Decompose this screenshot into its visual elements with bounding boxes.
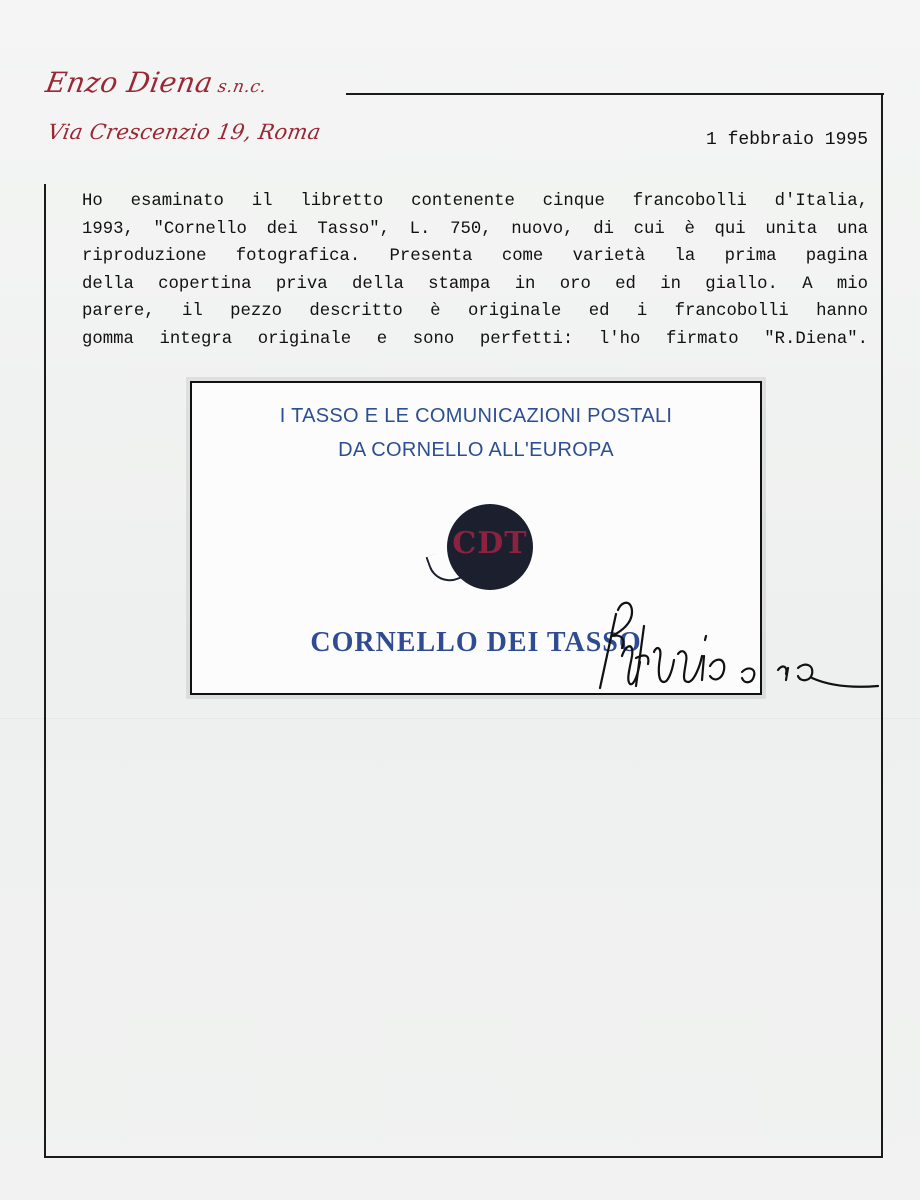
certificate-text	[82, 188, 868, 353]
handwritten-signature-icon	[592, 596, 884, 708]
booklet-line-1: I TASSO E LE COMUNICAZIONI POSTALI	[279, 405, 673, 427]
booklet-title: CORNELLO DEI TASSO	[310, 627, 642, 658]
booklet-line-2: DA CORNELLO ALL'EUROPA	[338, 439, 614, 461]
company-suffix: s.n.c.	[216, 77, 269, 97]
frame-top-line	[346, 93, 884, 95]
letterhead-address: Via Crescenzio 19, Roma	[45, 120, 323, 144]
text-line: parere, il pezzo descritto è originale ed i francobolli hanno	[82, 302, 868, 321]
company-name: Enzo Diena	[43, 66, 216, 99]
paper-fold	[0, 718, 920, 719]
cdt-logo-icon	[447, 504, 533, 590]
text-line: gomma integra originale e sono perfetti: l'ho firmato "R.Diena".	[82, 329, 868, 349]
text-line: riproduzione fotografica. Presenta come varietà la prima pagina	[82, 247, 868, 266]
certificate-date: 1 febbraio 1995	[705, 130, 868, 150]
logo-text: CDT	[452, 526, 528, 561]
text-line: 1993, "Cornello dei Tasso", L. 750, nuovo, di cui è qui unita una	[82, 219, 868, 239]
frame-left-line	[44, 184, 46, 1158]
text-line: Ho esaminato il libretto contenente cinque francobolli d'Italia,	[82, 192, 868, 211]
frame-bottom-line	[44, 1156, 883, 1158]
letterhead-name	[43, 66, 270, 99]
letterhead	[43, 58, 346, 168]
text-line: della copertina priva della stampa in oro ed in giallo. A mio	[82, 274, 868, 294]
